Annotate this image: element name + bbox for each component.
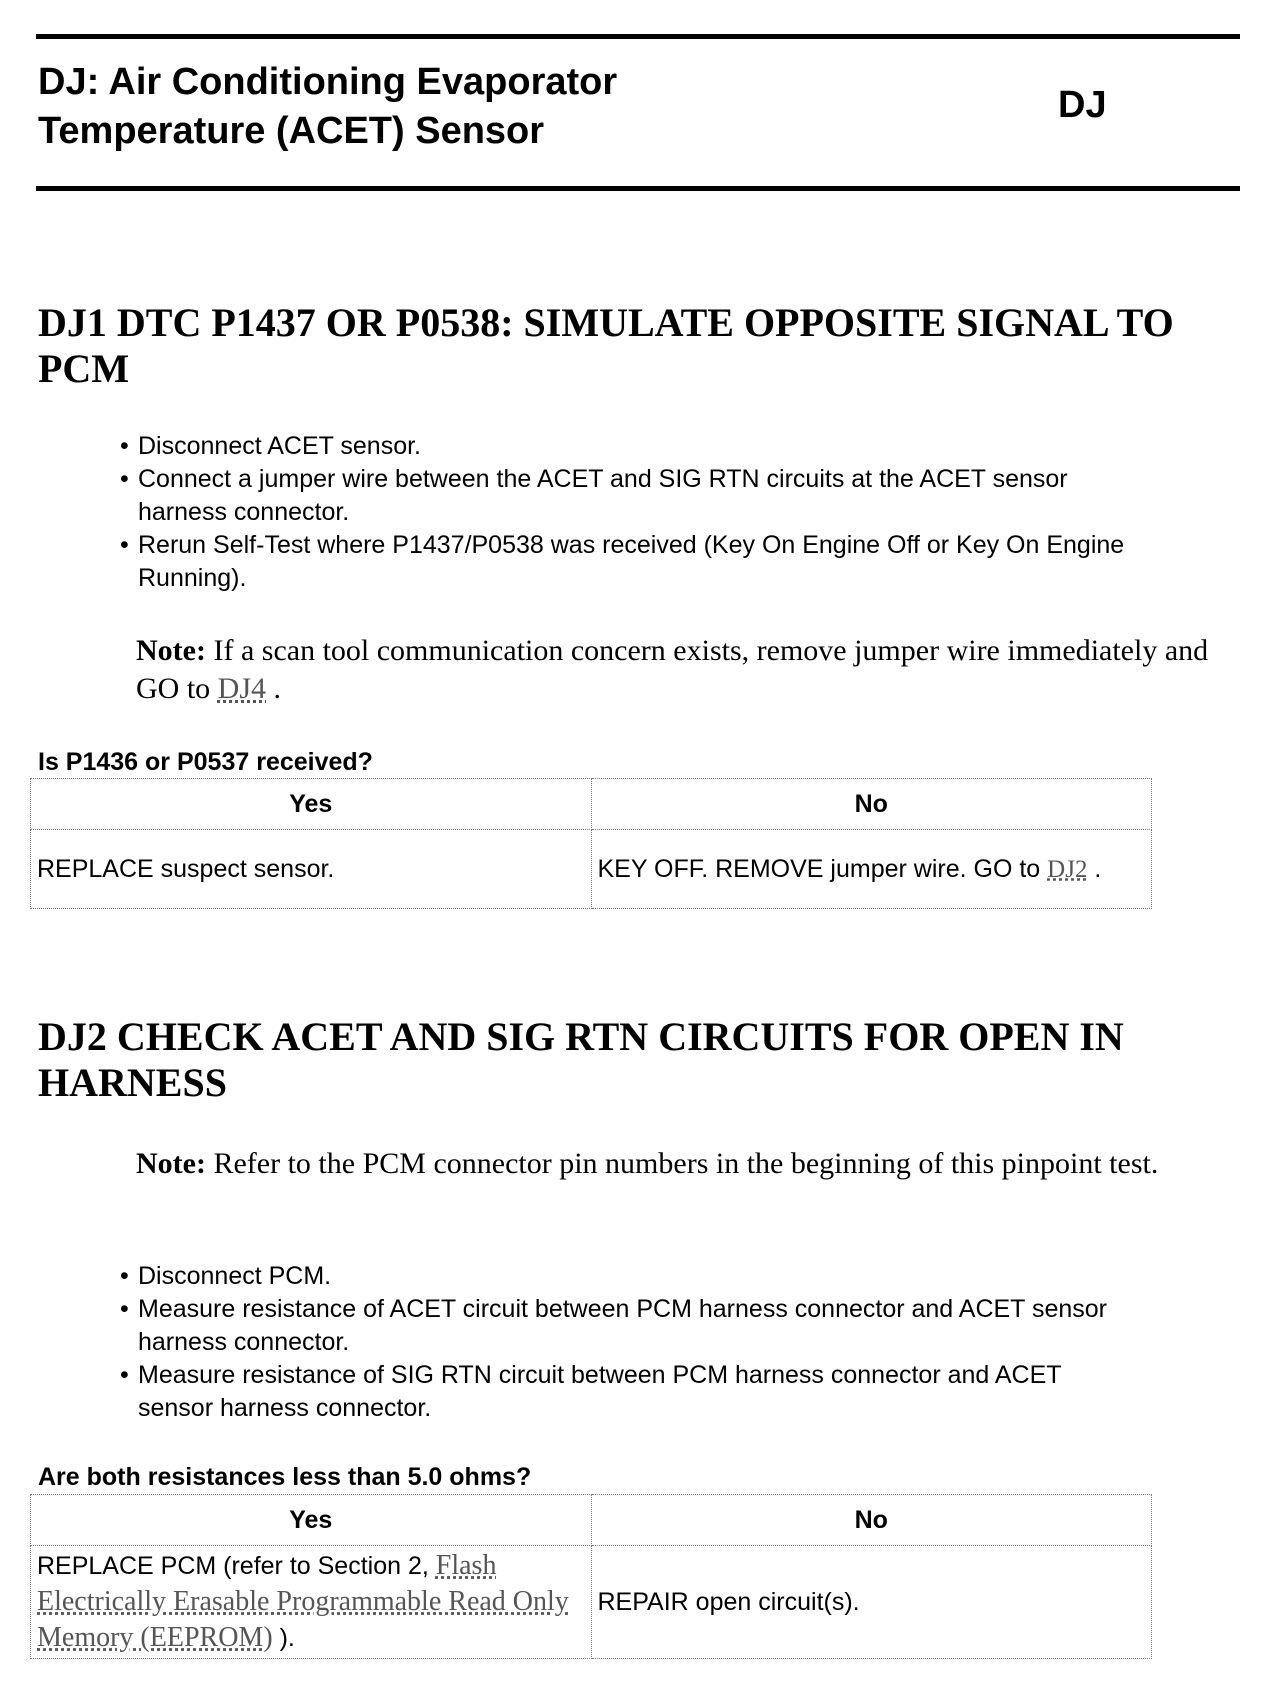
step-item: • Connect a jumper wire between the ACET and SIG RTN circuits at the ACET sensor harness connector. [120, 465, 1068, 526]
no-cell: KEY OFF. REMOVE jumper wire. GO to DJ2 . [591, 830, 1152, 909]
bullet-icon: • [120, 1361, 129, 1389]
section-dj1-title: DJ1 DTC P1437 OR P0538: SIMULATE OPPOSITE SIGNAL TO PCM [38, 300, 1174, 391]
section-dj1-table [30, 778, 1152, 909]
section-dj2-table [30, 1494, 1152, 1659]
step-item: • Disconnect ACET sensor. [120, 430, 1250, 463]
note-label: Note: [136, 634, 206, 667]
table-header-row [31, 779, 1152, 830]
flash-eeprom-link[interactable]: Flash Electrically Erasable Programmable Read Only Memory (EEPROM) [37, 1550, 569, 1653]
no-header: No [591, 779, 1152, 830]
header-bottom-rule [36, 186, 1240, 191]
no-header: No [591, 1495, 1152, 1546]
step-item: • Rerun Self-Test where P1437/P0538 was received (Key On Engine Off or Key On Engine Running). [120, 531, 1125, 592]
yes-cell: REPLACE suspect sensor. [31, 830, 592, 909]
step-item: • Disconnect PCM. [120, 1260, 1250, 1293]
table-header-row [31, 1495, 1152, 1546]
page-title [38, 58, 617, 156]
page-title-line2: Temperature (ACET) Sensor [38, 110, 545, 152]
yes-cell: REPLACE PCM (refer to Section 2, Flash Electrically Erasable Programmable Read Only Memory (EEPROM) ). [31, 1546, 592, 1659]
step-item: • Measure resistance of ACET circuit between PCM harness connector and ACET sensor harness connector. [120, 1295, 1107, 1356]
step-item: • Measure resistance of SIG RTN circuit between PCM harness connector and ACET sensor harness connector. [120, 1361, 1062, 1422]
page-title-line1: DJ: Air Conditioning Evaporator [38, 61, 618, 103]
bullet-icon: • [120, 432, 129, 460]
dj2-link[interactable]: DJ2 [1047, 855, 1088, 883]
yes-header: Yes [31, 779, 592, 830]
section-dj2-note [136, 1145, 1226, 1183]
no-cell: REPAIR open circuit(s). [591, 1546, 1152, 1659]
page-code: DJ [1058, 84, 1107, 126]
yes-header: Yes [31, 1495, 592, 1546]
bullet-icon: • [120, 1262, 129, 1290]
section-dj1-question: Is P1436 or P0537 received? [38, 748, 373, 776]
note-label: Note: [136, 1147, 206, 1180]
section-dj2-steps [120, 1260, 1250, 1425]
header-top-rule [36, 34, 1240, 39]
table-row [31, 1546, 1152, 1659]
note-text: Refer to the PCM connector pin numbers in the beginning of this pinpoint test. [213, 1147, 1159, 1180]
bullet-icon: • [120, 465, 129, 493]
table-row [31, 830, 1152, 909]
section-dj1-steps [120, 430, 1250, 595]
bullet-icon: • [120, 1295, 129, 1323]
bullet-icon: • [120, 531, 129, 559]
dj4-link[interactable]: DJ4 [217, 672, 267, 705]
section-dj2-title: DJ2 CHECK ACET AND SIG RTN CIRCUITS FOR OPEN IN HARNESS [38, 1014, 1124, 1105]
note-text: If a scan tool communication concern exists, remove jumper wire immediately and GO to [136, 634, 1209, 705]
section-dj1-note: Note: If a scan tool communication concern exists, remove jumper wire immediately and GO to DJ4 . [136, 634, 1209, 705]
section-dj2-question: Are both resistances less than 5.0 ohms? [38, 1463, 532, 1491]
